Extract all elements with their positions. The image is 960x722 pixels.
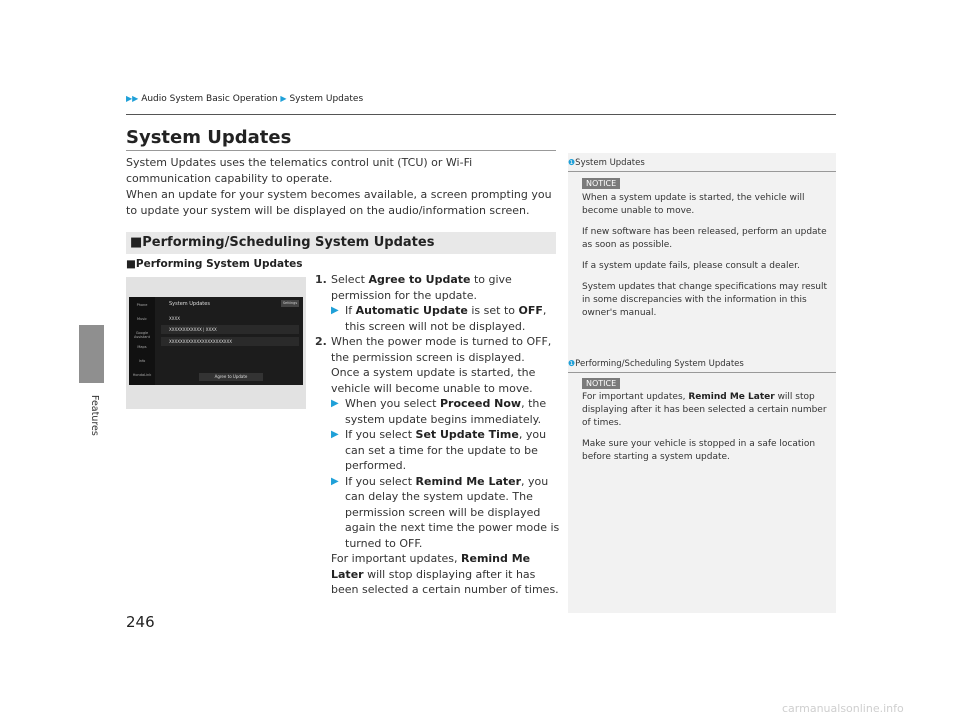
page-title: System Updates xyxy=(126,127,292,148)
note-heading: ❶Performing/Scheduling System Updates xyxy=(568,359,744,369)
arrow-icon: ▶ xyxy=(280,94,287,103)
reference-icon: ❶ xyxy=(568,158,576,167)
screen-settings-button: Settings xyxy=(282,301,298,305)
steps-list xyxy=(315,272,560,598)
note-divider xyxy=(568,171,836,172)
note-divider xyxy=(568,372,836,373)
screen-nav: Phone Music Google Assistant Maps Info HondaLink xyxy=(129,297,155,385)
agree-to-update-button: Agree to Update xyxy=(199,373,263,381)
screen-illustration xyxy=(126,277,306,409)
sidebar-notes xyxy=(568,153,836,613)
screen-row: XXXXXXXXXXXX | XXXX xyxy=(161,325,299,334)
arrow-icon: ▶ xyxy=(331,398,339,409)
arrow-icon: ▶ xyxy=(331,475,339,487)
notice-badge: NOTICE xyxy=(582,378,620,389)
notice-badge: NOTICE xyxy=(582,178,620,189)
breadcrumb-item[interactable]: System Updates xyxy=(289,94,364,104)
side-label: Features xyxy=(89,395,100,436)
watermark: carmanualsonline.info xyxy=(782,702,904,715)
step-2-note: ▶ When you select Proceed Now, the system update begins immediately. xyxy=(331,397,547,426)
note-text: For important updates, Remind Me Later will stop displaying after it has been selected a certain number of times. Make sure your vehicle is stopped in a safe location before starting a system update. xyxy=(582,392,827,462)
section-heading: ■Performing/Scheduling System Updates xyxy=(126,232,556,254)
screen-display xyxy=(129,297,303,385)
step-1: 1. Select Agree to Update to give permission for the update. xyxy=(315,273,512,302)
subheading: ■Performing System Updates xyxy=(126,258,303,270)
arrow-icon: ▶ xyxy=(331,305,339,316)
step-2: 2. When the power mode is turned to OFF, the permission screen is displayed. xyxy=(315,335,552,364)
page-number: 246 xyxy=(126,613,155,631)
note-text: When a system update is started, the vehicle will become unable to move. If new software has been released, perform an update as soon as possible. If a system update fails, please consult a dealer. System updates that change specifications may result in some discrepancies with the information in this owner's manual. xyxy=(582,193,828,318)
screen-row: XXXXXXXXXXXXXXXXXXXXXXX xyxy=(161,337,299,346)
step-2-text: Once a system update is started, the vehicle will become unable to move. xyxy=(331,366,536,395)
breadcrumb-item[interactable]: Audio System Basic Operation xyxy=(141,94,278,104)
screen-row: XXXX xyxy=(169,316,180,321)
step-2-note: ▶ If you select Remind Me Later, you can delay the system update. The permission screen will be displayed again the next time the power mode is turned to OFF. xyxy=(331,474,560,550)
title-divider xyxy=(126,150,556,151)
step-2-note: ▶ If you select Set Update Time, you can set a time for the update to be performed. xyxy=(331,428,547,472)
step-2-text: For important updates, Remind Me Later will stop displaying after it has been selected a certain number of times. xyxy=(331,552,559,596)
breadcrumb xyxy=(126,94,363,104)
arrow-icon: ▶ xyxy=(331,429,339,440)
arrow-icon: ▶▶ xyxy=(126,94,139,103)
header-divider xyxy=(126,114,836,115)
note-heading: ❶System Updates xyxy=(568,158,645,168)
step-1-note: ▶ If Automatic Update is set to OFF, this screen will not be displayed. xyxy=(331,304,547,333)
section-tab xyxy=(79,325,104,383)
reference-icon: ❶ xyxy=(568,359,576,368)
intro-text: System Updates uses the telematics control unit (TCU) or Wi-Fi communication capability to operate. When an update for your system becomes available, a screen prompting you to update your system will be displayed on the audio/information screen. xyxy=(126,156,552,217)
screen-title: System Updates xyxy=(169,301,210,307)
